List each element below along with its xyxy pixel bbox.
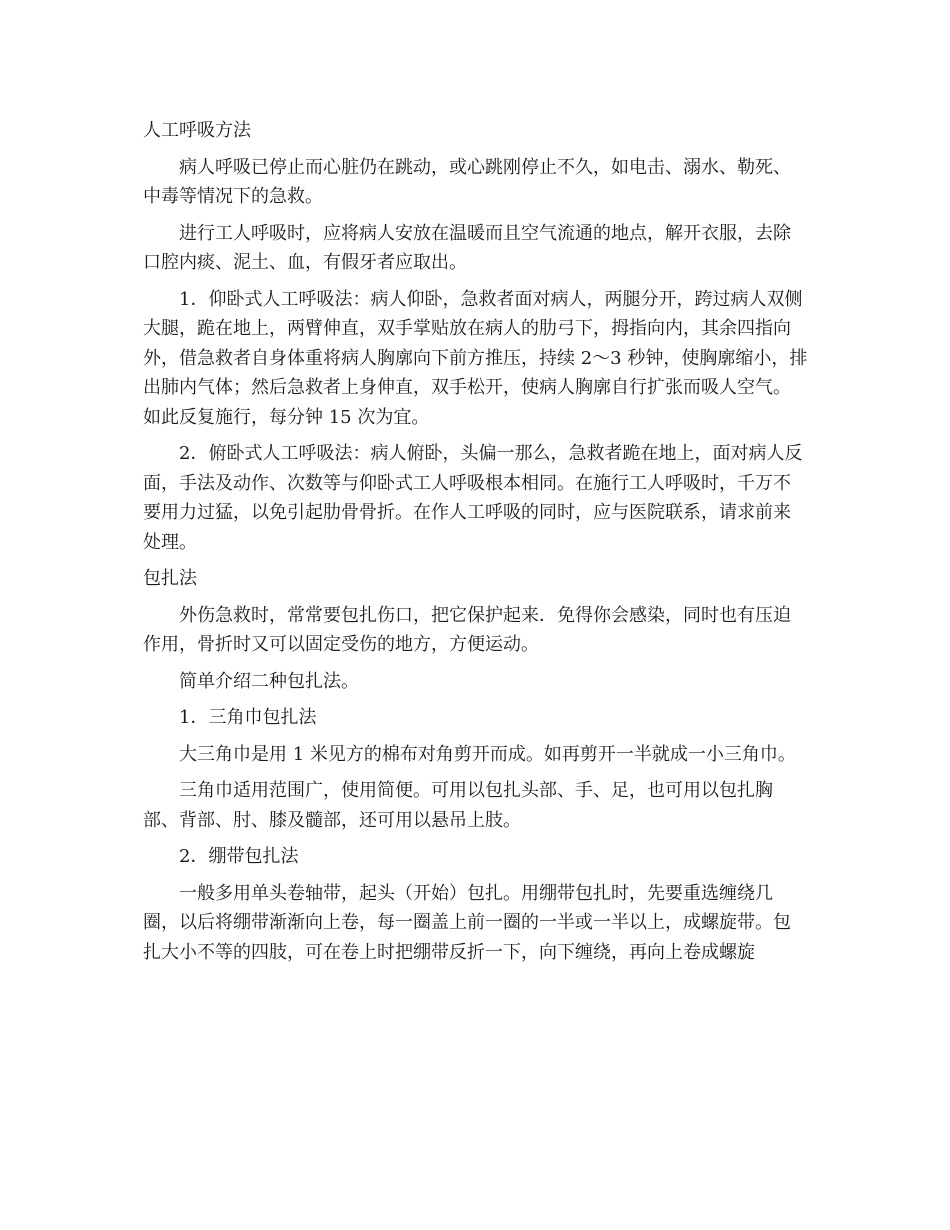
paragraph-prone-method: 2．俯卧式人工呼吸法：病人俯卧，头偏一那么，急救者跪在地上，面对病人反面，手法及动作、次数等与仰卧式工人呼吸根本相同。在施行工人呼吸时，千万不要用力过猛，以免引起肋骨骨折。在作人工呼吸的同时，应与医院联系，请求前来处理。: [143, 443, 803, 553]
paragraph: 病人呼吸已停止而心脏仍在跳动，或心跳刚停止不久，如电击、溺水、勒死、中毒等情况下的急救。: [143, 156, 791, 207]
section-heading-artificial-respiration: 人工呼吸方法: [143, 120, 251, 141]
subheading-triangular-bandage: 1．三角巾包扎法: [179, 707, 317, 728]
paragraph-supine-method: 1．仰卧式人工呼吸法：病人仰卧，急救者面对病人，两腿分开，跨过病人双侧大腿，跪在地上，两臂伸直，双手掌贴放在病人的肋弓下，拇指向内，其余四指向外，借急救者自身体重将病人胸廓向下前方推压，持续 2～3 秒钟，使胸廓缩小，排出肺内气体；然后急救者上身伸直，双手松开，使病人胸廓自行扩张而吸人空气。如此反复施行，每分钟 15 次为宜。: [143, 288, 808, 428]
paragraph: 外伤急救时，常常要包扎伤口，把它保护起来．免得你会感染，同时也有压迫作用，骨折时又可以固定受伤的地方，方便运动。: [143, 604, 791, 655]
document-body: [143, 116, 808, 974]
subheading-roller-bandage: 2．绷带包扎法: [179, 846, 299, 867]
paragraph: 一般多用单头卷轴带，起头（开始）包扎。用绷带包扎时，先要重选缠绕几圈，以后将绷带渐渐向上卷，每一圈盖上前一圈的一半或一半以上，成螺旋带。包扎大小不等的四肢，可在卷上时把绷带反折一下，向下缠绕，再向上卷成螺旋: [143, 882, 791, 963]
section-heading-bandaging: 包扎法: [143, 568, 197, 589]
paragraph: 简单介绍二种包扎法。: [179, 670, 359, 692]
paragraph: 三角巾适用范围广，使用简便。可用以包扎头部、手、足，也可用以包扎胸部、背部、肘、膝及髓部，还可用以悬吊上肢。: [143, 780, 773, 831]
paragraph: 进行工人呼吸时，应将病人安放在温暖而且空气流通的地点，解开衣服，去除口腔内痰、泥土、血，有假牙者应取出。: [143, 222, 791, 273]
paragraph: 大三角巾是用 1 米见方的棉布对角剪开而成。如再剪开一半就成一小三角巾。: [179, 743, 796, 765]
